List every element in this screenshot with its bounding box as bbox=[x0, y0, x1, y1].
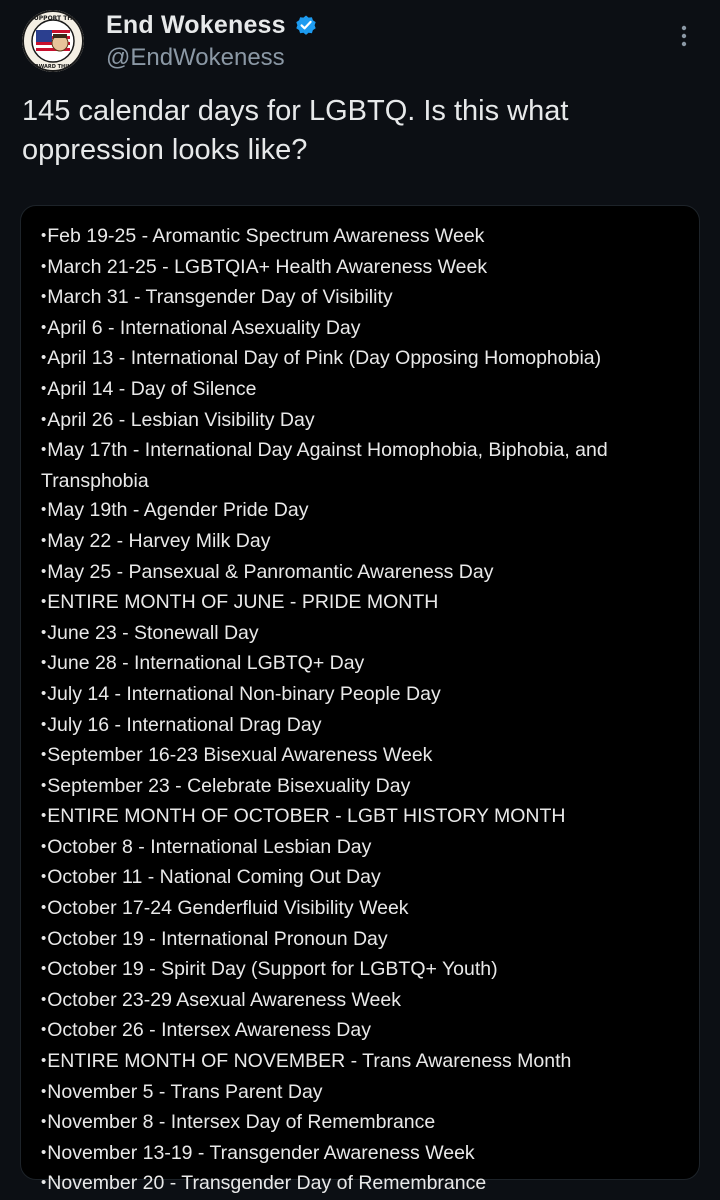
bullet-icon: • bbox=[41, 1082, 47, 1100]
avatar-text-top: SUPPORT THE bbox=[29, 15, 77, 22]
list-item-text: March 21-25 - LGBTQIA+ Health Awareness Week bbox=[47, 255, 488, 278]
list-item bbox=[41, 619, 679, 650]
bullet-icon: • bbox=[41, 593, 47, 611]
list-item bbox=[41, 314, 679, 345]
list-item bbox=[41, 741, 679, 772]
bullet-icon: • bbox=[41, 654, 47, 672]
list-item bbox=[41, 711, 679, 742]
list-item-text: July 16 - International Drag Day bbox=[47, 713, 322, 736]
list-item-text: September 16-23 Bisexual Awareness Week bbox=[47, 744, 433, 767]
list-item-text: May 17th - International Day Against Homophobia, Biphobia, and Transphobia bbox=[41, 439, 608, 492]
author-names bbox=[106, 8, 318, 72]
bullet-icon: • bbox=[41, 501, 47, 519]
list-item-text: November 20 - Transgender Day of Remembrance bbox=[47, 1172, 487, 1195]
list-item-text: April 14 - Day of Silence bbox=[47, 377, 257, 400]
list-item-text: April 26 - Lesbian Visibility Day bbox=[47, 408, 315, 431]
list-item-text: October 19 - Spirit Day (Support for LGBTQ+ Youth) bbox=[47, 958, 498, 981]
bullet-icon: • bbox=[41, 837, 47, 855]
verified-badge-icon[interactable] bbox=[294, 13, 318, 37]
list-item bbox=[41, 588, 679, 619]
event-list bbox=[41, 222, 679, 1200]
list-item-text: May 22 - Harvey Milk Day bbox=[47, 529, 271, 552]
bullet-icon: • bbox=[41, 684, 47, 702]
list-item-text: June 28 - International LGBTQ+ Day bbox=[47, 652, 365, 675]
tweet-text: 145 calendar days for LGBTQ. Is this what oppression looks like? bbox=[22, 95, 569, 166]
list-item-text: October 8 - International Lesbian Day bbox=[47, 835, 372, 858]
bullet-icon: • bbox=[41, 899, 47, 917]
bullet-icon: • bbox=[41, 623, 47, 641]
list-item-text: ENTIRE MONTH OF OCTOBER - LGBT HISTORY MONTH bbox=[47, 805, 566, 828]
list-item-text: April 13 - International Day of Pink (Day Opposing Homophobia) bbox=[47, 347, 602, 370]
list-item bbox=[41, 253, 679, 284]
bullet-icon: • bbox=[41, 288, 47, 306]
bullet-icon: • bbox=[41, 1174, 47, 1192]
list-item bbox=[41, 986, 679, 1017]
list-item bbox=[41, 955, 679, 986]
avatar-text-bottom: FORWARD THINKS bbox=[27, 64, 79, 70]
bullet-icon: • bbox=[41, 960, 47, 978]
list-item bbox=[41, 649, 679, 680]
bullet-icon: • bbox=[41, 257, 47, 275]
bullet-icon: • bbox=[41, 349, 47, 367]
list-item-text: October 17-24 Genderfluid Visibility Week bbox=[47, 897, 409, 920]
list-item bbox=[41, 925, 679, 956]
bullet-icon: • bbox=[41, 990, 47, 1008]
list-item bbox=[41, 406, 679, 437]
bullet-icon: • bbox=[41, 1143, 47, 1161]
bullet-icon: • bbox=[41, 318, 47, 336]
bullet-icon: • bbox=[41, 531, 47, 549]
logo-avatar-icon[interactable] bbox=[22, 10, 84, 72]
list-item bbox=[41, 863, 679, 894]
list-item-text: October 19 - International Pronoun Day bbox=[47, 927, 388, 950]
tweet-image[interactable] bbox=[20, 205, 700, 1195]
list-item bbox=[41, 496, 679, 527]
bullet-icon: • bbox=[41, 776, 47, 794]
bullet-icon: • bbox=[41, 746, 47, 764]
list-item bbox=[41, 680, 679, 711]
author-handle[interactable]: @EndWokeness bbox=[106, 44, 285, 71]
list-item-text: May 19th - Agender Pride Day bbox=[47, 499, 309, 522]
list-item-text: ENTIRE MONTH OF NOVEMBER - Trans Awareness Month bbox=[47, 1050, 572, 1073]
list-item bbox=[41, 1108, 679, 1139]
list-item bbox=[41, 1078, 679, 1109]
list-item bbox=[41, 283, 679, 314]
list-item-text: July 14 - International Non-binary People Day bbox=[47, 682, 441, 705]
list-item-text: October 23-29 Asexual Awareness Week bbox=[47, 988, 401, 1011]
bullet-icon: • bbox=[41, 227, 47, 244]
bullet-icon: • bbox=[41, 410, 47, 428]
list-item bbox=[41, 894, 679, 925]
list-item-text: November 13-19 - Transgender Awareness Week bbox=[47, 1141, 475, 1164]
list-item bbox=[41, 833, 679, 864]
list-item bbox=[41, 1139, 679, 1170]
list-item bbox=[41, 527, 679, 558]
list-item bbox=[41, 375, 679, 406]
bullet-icon: • bbox=[41, 441, 47, 459]
tweet-header bbox=[0, 0, 720, 90]
bullet-icon: • bbox=[41, 562, 47, 580]
list-item-text: May 25 - Pansexual & Panromantic Awareness Day bbox=[47, 560, 494, 583]
list-item bbox=[41, 558, 679, 589]
list-item-text: June 23 - Stonewall Day bbox=[47, 621, 259, 644]
bullet-icon: • bbox=[41, 868, 47, 886]
bullet-icon: • bbox=[41, 1052, 47, 1070]
list-item bbox=[41, 772, 679, 803]
list-item-text: April 6 - International Asexuality Day bbox=[47, 316, 361, 339]
list-item bbox=[41, 1016, 679, 1047]
bullet-icon: • bbox=[41, 929, 47, 947]
list-item-text: March 31 - Transgender Day of Visibility bbox=[47, 286, 393, 309]
display-name-row bbox=[106, 8, 318, 42]
list-item bbox=[41, 802, 679, 833]
bullet-icon: • bbox=[41, 807, 47, 825]
list-item-text: ENTIRE MONTH OF JUNE - PRIDE MONTH bbox=[47, 591, 439, 614]
list-item-text: November 5 - Trans Parent Day bbox=[47, 1080, 323, 1103]
list-item bbox=[41, 1047, 679, 1078]
list-item-text: October 11 - National Coming Out Day bbox=[47, 866, 381, 889]
list-item-text: September 23 - Celebrate Bisexuality Day bbox=[47, 774, 411, 797]
bullet-icon: • bbox=[41, 379, 47, 397]
bullet-icon: • bbox=[41, 1021, 47, 1039]
list-item-text: Feb 19-25 - Aromantic Spectrum Awareness Week bbox=[47, 225, 485, 247]
list-item bbox=[41, 344, 679, 375]
list-item-text: October 26 - Intersex Awareness Day bbox=[47, 1019, 371, 1042]
more-options-icon[interactable] bbox=[672, 22, 696, 52]
list-item bbox=[41, 222, 679, 253]
list-item-text: November 8 - Intersex Day of Remembrance bbox=[47, 1111, 436, 1134]
bullet-icon: • bbox=[41, 1113, 47, 1131]
list-item bbox=[41, 436, 679, 496]
bullet-icon: • bbox=[41, 715, 47, 733]
author-display-name[interactable]: End Wokeness bbox=[106, 10, 286, 39]
